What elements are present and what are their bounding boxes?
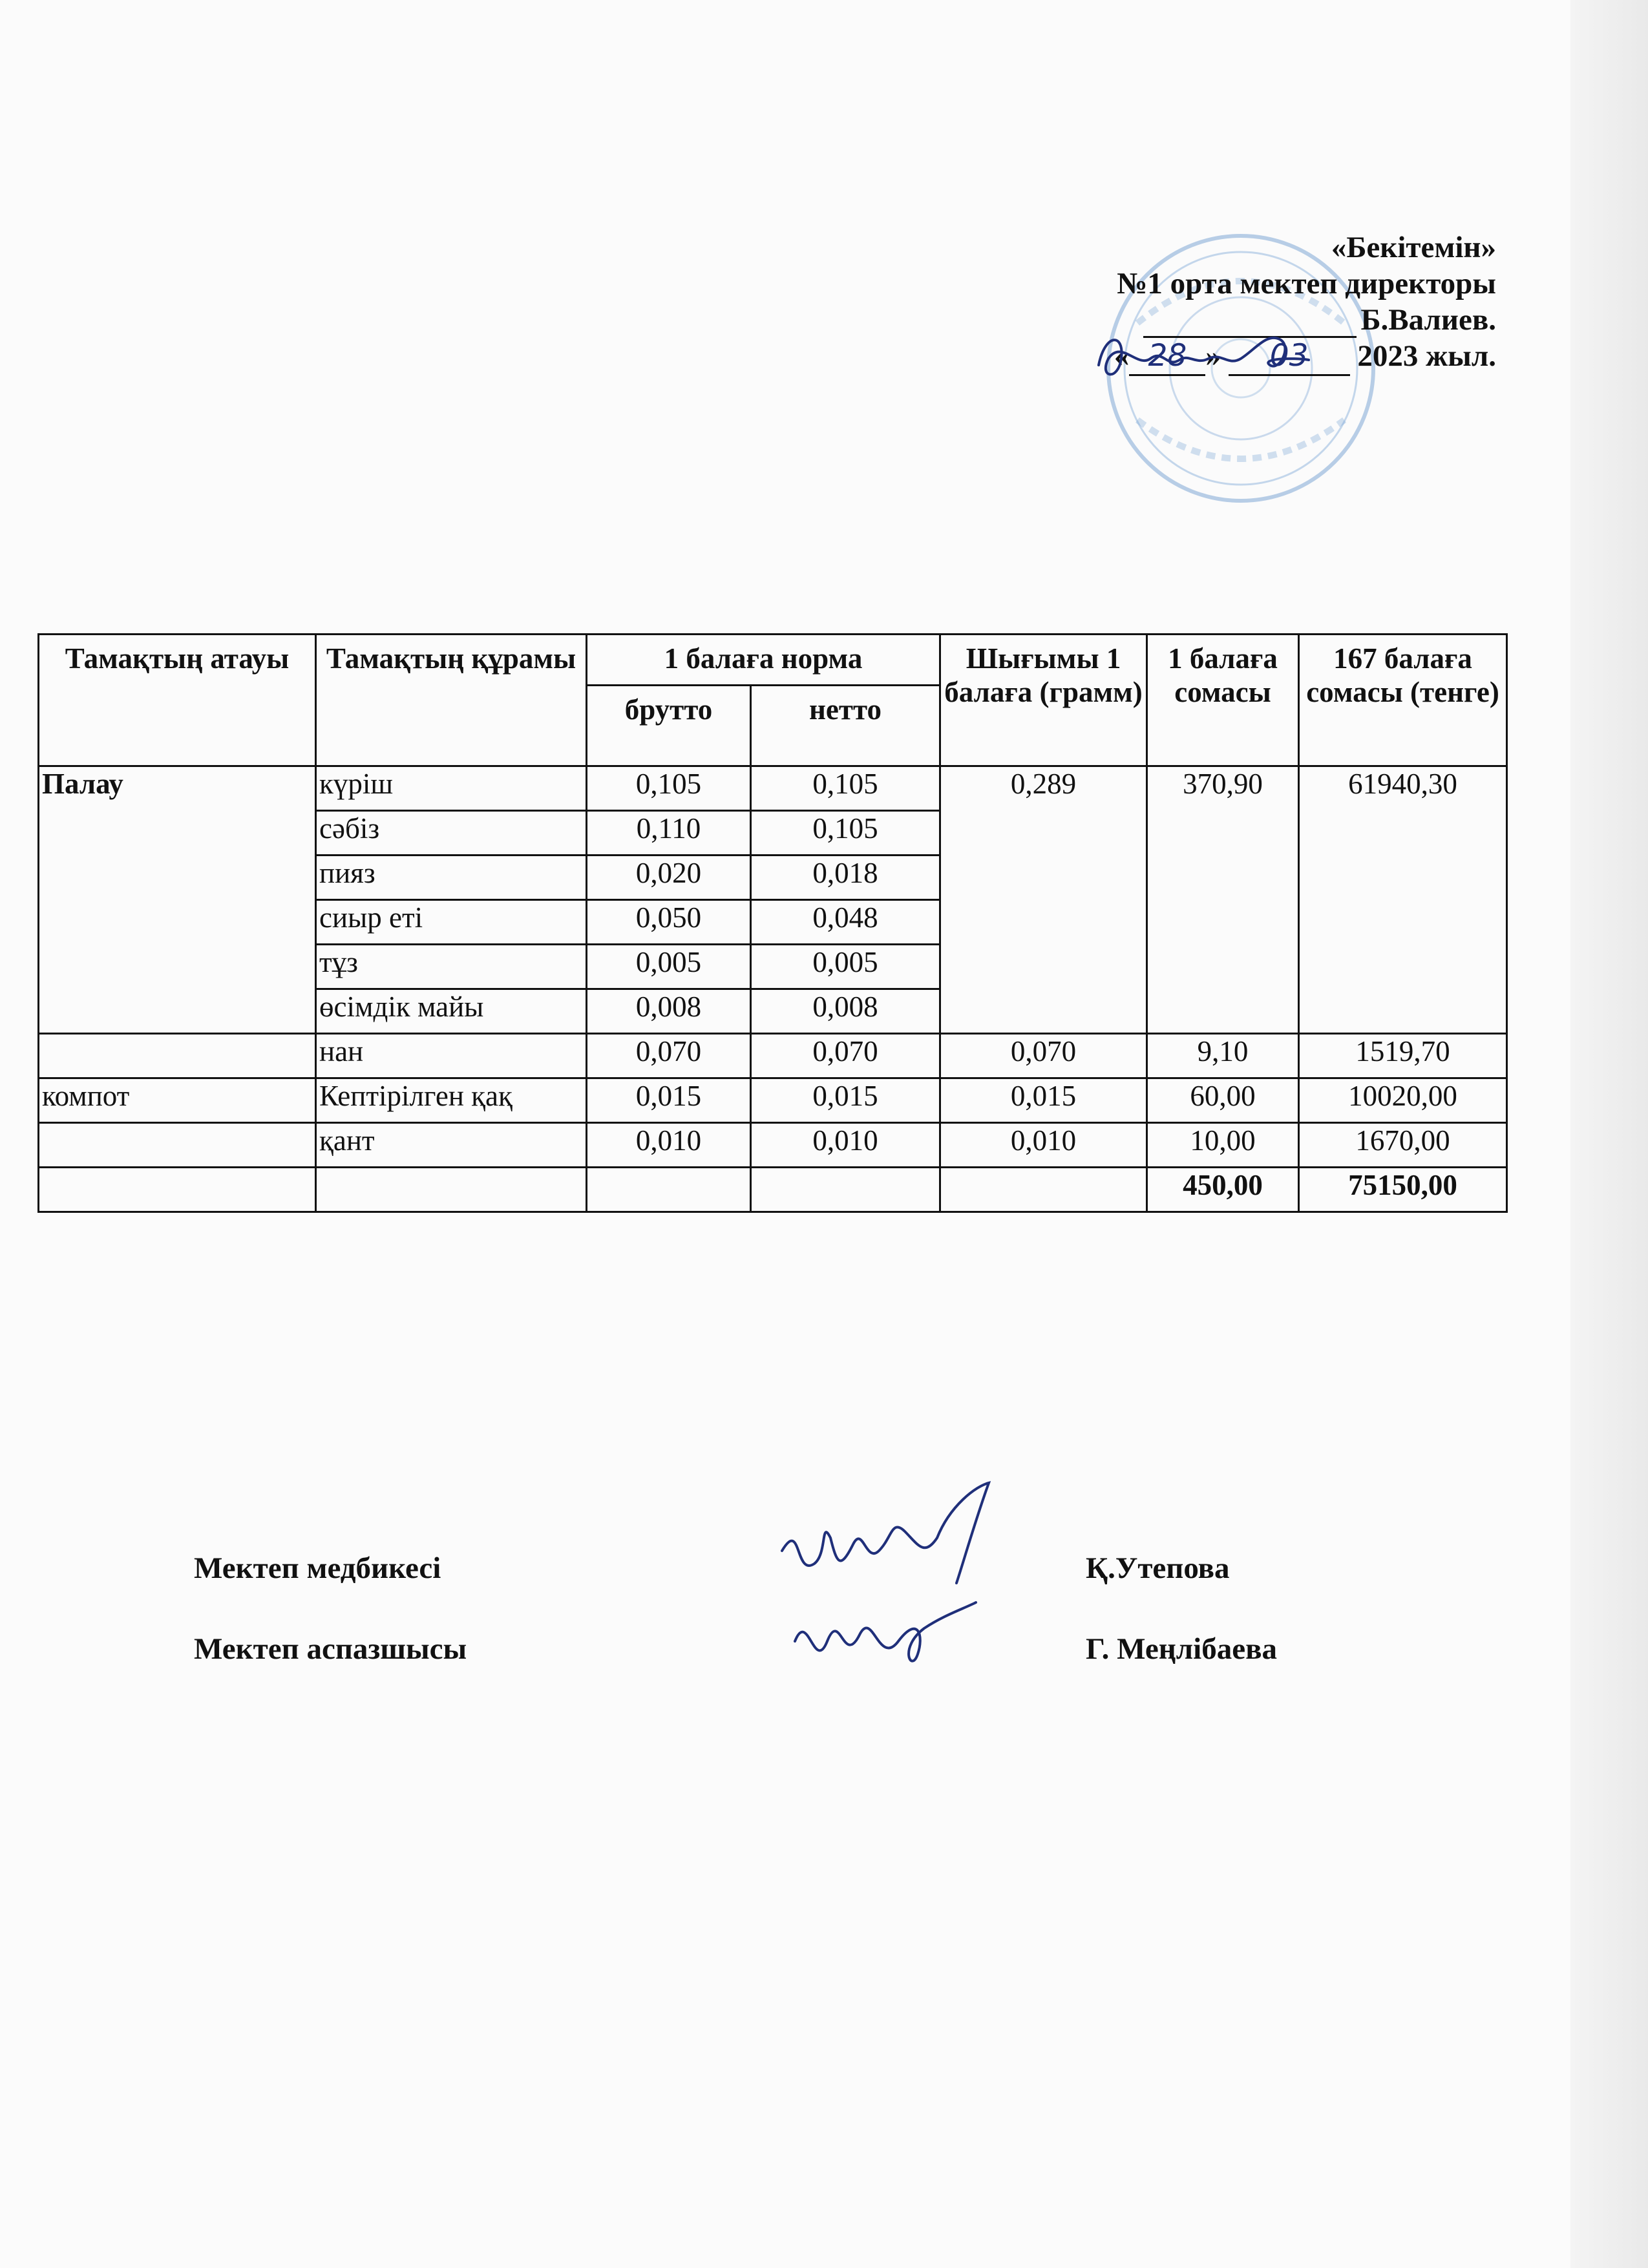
date-open-quote: « bbox=[1114, 339, 1130, 373]
date-day: 28 bbox=[1129, 338, 1205, 376]
signatory-name: Қ.Утепова bbox=[1086, 1551, 1230, 1585]
header-brutto: брутто bbox=[587, 686, 751, 766]
date-month: 03 bbox=[1229, 338, 1350, 376]
ingredient-cell: пияз bbox=[316, 856, 587, 900]
yield-cell: 0,289 bbox=[940, 766, 1147, 1034]
brutto-cell: 0,020 bbox=[587, 856, 751, 900]
table-row bbox=[39, 1123, 1507, 1168]
yield-cell: 0,010 bbox=[940, 1123, 1147, 1168]
header-cost-one: 1 балаға сомасы bbox=[1147, 635, 1299, 766]
ingredient-cell: сәбіз bbox=[316, 811, 587, 856]
header-dish-name: Тамақтың атауы bbox=[39, 635, 316, 766]
netto-cell: 0,105 bbox=[751, 766, 940, 811]
total-cost-total: 75150,00 bbox=[1299, 1168, 1507, 1212]
cost-total-cell: 61940,30 bbox=[1299, 766, 1507, 1034]
header-cost-total: 167 балаға сомасы (тенге) bbox=[1299, 635, 1507, 766]
empty-cell bbox=[39, 1168, 316, 1212]
brutto-cell: 0,050 bbox=[587, 900, 751, 945]
approval-position: №1 орта мектеп директоры bbox=[1117, 267, 1496, 300]
netto-cell: 0,008 bbox=[751, 989, 940, 1034]
empty-cell bbox=[751, 1168, 940, 1212]
staff-signatures-icon bbox=[769, 1480, 1028, 1693]
total-cost-one: 450,00 bbox=[1147, 1168, 1299, 1212]
header-composition: Тамақтың құрамы bbox=[316, 635, 587, 766]
table-row bbox=[39, 766, 1507, 811]
date-year: 2023 жыл. bbox=[1357, 339, 1496, 373]
empty-cell bbox=[587, 1168, 751, 1212]
dish-cell: Палау bbox=[39, 766, 316, 1034]
brutto-cell: 0,105 bbox=[587, 766, 751, 811]
cost-total-cell: 10020,00 bbox=[1299, 1078, 1507, 1123]
date-close-quote: » bbox=[1205, 339, 1221, 373]
brutto-cell: 0,008 bbox=[587, 989, 751, 1034]
yield-cell: 0,070 bbox=[940, 1034, 1147, 1078]
cost-one-cell: 9,10 bbox=[1147, 1034, 1299, 1078]
signatory-name: Г. Меңлібаева bbox=[1086, 1632, 1277, 1666]
cost-total-cell: 1519,70 bbox=[1299, 1034, 1507, 1078]
header-netto: нетто bbox=[751, 686, 940, 766]
dish-cell bbox=[39, 1123, 316, 1168]
empty-cell bbox=[316, 1168, 587, 1212]
netto-cell: 0,015 bbox=[751, 1078, 940, 1123]
signatory-role: Мектеп аспазшысы bbox=[194, 1632, 467, 1666]
page-edge-shadow bbox=[1570, 0, 1648, 2268]
menu-table bbox=[37, 633, 1508, 1213]
ingredient-cell: өсімдік майы bbox=[316, 989, 587, 1034]
ingredient-cell: қант bbox=[316, 1123, 587, 1168]
ingredient-cell: нан bbox=[316, 1034, 587, 1078]
empty-cell bbox=[940, 1168, 1147, 1212]
cost-total-cell: 1670,00 bbox=[1299, 1123, 1507, 1168]
netto-cell: 0,010 bbox=[751, 1123, 940, 1168]
brutto-cell: 0,015 bbox=[587, 1078, 751, 1123]
netto-cell: 0,105 bbox=[751, 811, 940, 856]
brutto-cell: 0,110 bbox=[587, 811, 751, 856]
header-yield: Шығымы 1 балаға (грамм) bbox=[940, 635, 1147, 766]
ingredient-cell: күріш bbox=[316, 766, 587, 811]
netto-cell: 0,005 bbox=[751, 945, 940, 989]
brutto-cell: 0,010 bbox=[587, 1123, 751, 1168]
director-signature-icon bbox=[1086, 320, 1318, 391]
netto-cell: 0,070 bbox=[751, 1034, 940, 1078]
cost-one-cell: 10,00 bbox=[1147, 1123, 1299, 1168]
ingredient-cell: Кептірілген қақ bbox=[316, 1078, 587, 1123]
table-row bbox=[39, 1078, 1507, 1123]
dish-cell bbox=[39, 1034, 316, 1078]
table-row bbox=[39, 1034, 1507, 1078]
director-name: Б.Валиев. bbox=[1360, 303, 1496, 337]
totals-row bbox=[39, 1168, 1507, 1212]
netto-cell: 0,018 bbox=[751, 856, 940, 900]
brutto-cell: 0,005 bbox=[587, 945, 751, 989]
approval-title: «Бекітемін» bbox=[1331, 231, 1496, 264]
signatory-role: Мектеп медбикесі bbox=[194, 1551, 441, 1585]
header-norm: 1 балаға норма bbox=[587, 635, 940, 686]
ingredient-cell: сиыр еті bbox=[316, 900, 587, 945]
dish-cell: компот bbox=[39, 1078, 316, 1123]
yield-cell: 0,015 bbox=[940, 1078, 1147, 1123]
netto-cell: 0,048 bbox=[751, 900, 940, 945]
cost-one-cell: 370,90 bbox=[1147, 766, 1299, 1034]
cost-one-cell: 60,00 bbox=[1147, 1078, 1299, 1123]
brutto-cell: 0,070 bbox=[587, 1034, 751, 1078]
ingredient-cell: тұз bbox=[316, 945, 587, 989]
